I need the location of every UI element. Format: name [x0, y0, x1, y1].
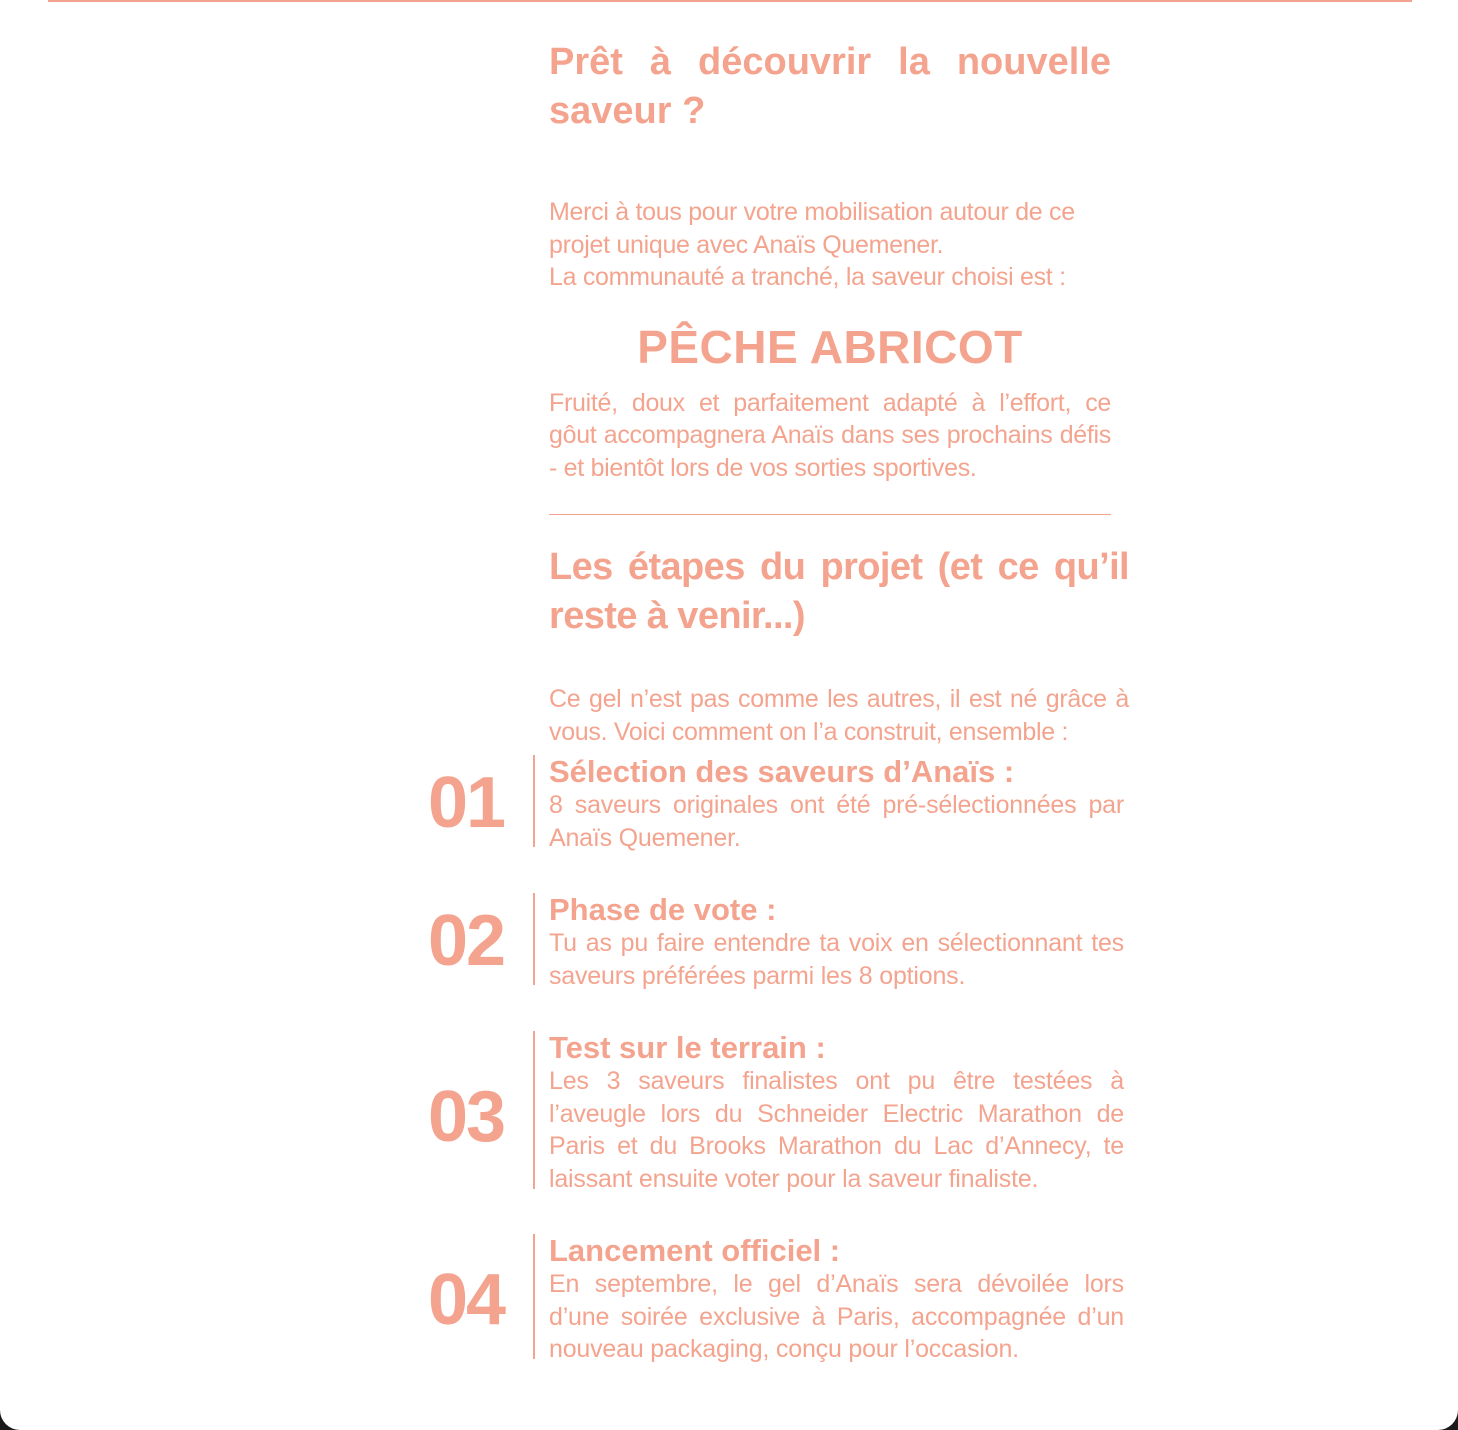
step-divider: [533, 893, 535, 985]
content-column: [549, 38, 1129, 748]
step-number: 01: [428, 763, 505, 843]
step-title: Test sur le terrain :: [549, 1030, 826, 1065]
chosen-flavor: PÊCHE ABRICOT: [637, 320, 1023, 373]
step-text: Les 3 saveurs finalistes ont pu être testées à l’aveugle lors du Schneider Electric Marathon de Paris et du Brooks Marathon du Lac d’Annecy, te laissant ensuite voter pour la saveur finaliste.: [549, 1067, 1124, 1193]
step-text: En septembre, le gel d’Anaïs sera dévoilée lors d’une soirée exclusive à Paris, accompagnée d’un nouveau packaging, conçu pour l’occasion.: [549, 1270, 1124, 1363]
intro-community: La communauté a tranché, la saveur choisi est :: [549, 263, 1066, 291]
intro-thanks: Merci à tous pour votre mobilisation autour de ce projet unique avec Anaïs Quemener.: [549, 198, 1075, 259]
step-divider: [533, 1234, 535, 1359]
step-content: [549, 755, 1124, 854]
top-divider: [48, 0, 1412, 2]
step-divider: [533, 1031, 535, 1189]
flavor-description: Fruité, doux et parfaitement adapté à l’effort, ce gôut accompagnera Anaïs dans ses prochains défis - et bientôt lors de vos sorties sportives.: [549, 388, 1111, 482]
step-title: Lancement officiel :: [549, 1233, 841, 1268]
step-number: 04: [428, 1260, 505, 1340]
step-title: Phase de vote :: [549, 892, 777, 927]
step-content: [549, 1031, 1124, 1195]
step-text: Tu as pu faire entendre ta voix en sélectionnant tes saveurs préférées parmi les 8 options.: [549, 929, 1124, 990]
step-title: Sélection des saveurs d’Anaïs :: [549, 754, 1015, 789]
step-number: 03: [428, 1077, 505, 1157]
step-content: [549, 893, 1124, 992]
step-divider: [533, 755, 535, 847]
step-text: 8 saveurs originales ont été pré-sélectionnées par Anaïs Quemener.: [549, 791, 1124, 852]
project-heading: Les étapes du projet (et ce qu’il reste à venir...): [549, 546, 1129, 637]
project-intro: Ce gel n’est pas comme les autres, il est né grâce à vous. Voici comment on l’a construit, ensemble :: [549, 685, 1129, 746]
intro-heading: Prêt à découvrir la nouvelle saveur ?: [549, 41, 1111, 132]
step-content: [549, 1234, 1124, 1366]
step-number: 02: [428, 901, 505, 981]
